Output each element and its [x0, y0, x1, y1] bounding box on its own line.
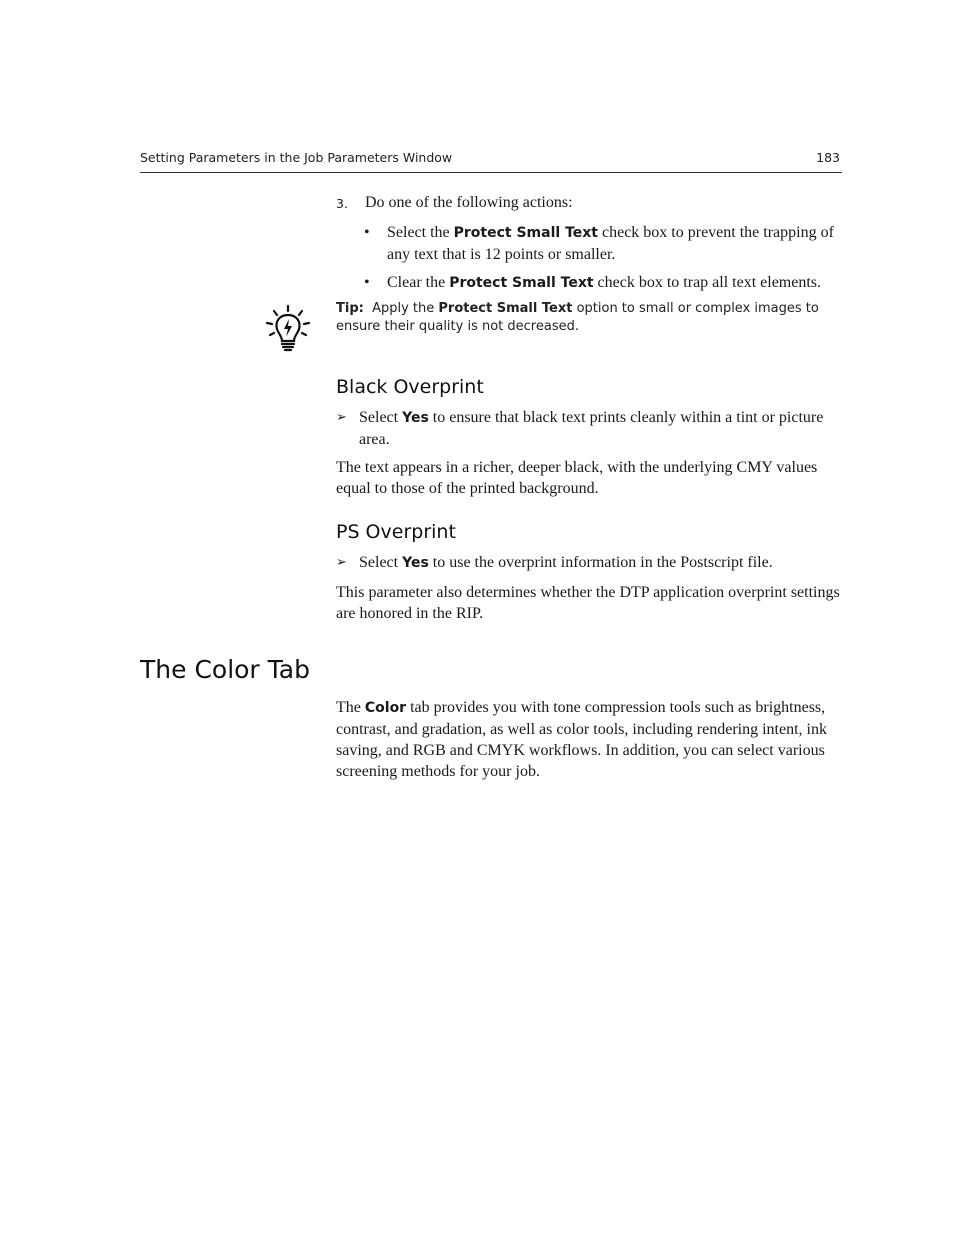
heading-the-color-tab: The Color Tab: [140, 655, 310, 684]
bullet-text: [387, 222, 842, 265]
arrow-bullet-icon: ➢: [336, 410, 347, 425]
heading-ps-overprint: PS Overprint: [336, 521, 456, 543]
color-tab-text-pre: The: [336, 699, 365, 716]
page-number: 183: [816, 150, 840, 165]
step-number: 3.: [336, 196, 348, 211]
ui-term-protect-small-text: Protect Small Text: [449, 275, 594, 291]
color-tab-text-post: tab provides you with tone compression tools such as brightness, contrast, and gradation, as well as color tools, including rendering intent, ink saving, and RGB and CMYK workflows. In addition, you can select various screening methods for your job.: [336, 699, 827, 780]
black-overprint-description: The text appears in a richer, deeper black, with the underlying CMY values equal to those of the printed background.: [336, 459, 818, 497]
step-text-post: to ensure that black text prints cleanly within a tint or picture area.: [359, 409, 824, 448]
bullet-text-post: check box to trap all text elements.: [593, 274, 822, 291]
ui-term-yes: Yes: [402, 410, 429, 426]
ui-term-protect-small-text: Protect Small Text: [453, 225, 598, 241]
ui-term-yes: Yes: [402, 555, 429, 571]
step-text-pre: Select: [359, 409, 403, 426]
step-text-post: to use the overprint information in the Postscript file.: [428, 554, 773, 571]
ps-overprint-description: This parameter also determines whether the DTP application overprint settings are honored in the RIP.: [336, 584, 840, 622]
ui-term-protect-small-text: Protect Small Text: [438, 301, 573, 316]
bullet-symbol: •: [364, 274, 370, 291]
tip-label: Tip:: [336, 301, 364, 316]
header-section-title: Setting Parameters in the Job Parameters Window: [140, 150, 453, 165]
step-text: [359, 407, 842, 450]
step-text: [359, 552, 842, 574]
tip-text-pre: Apply the: [363, 301, 439, 316]
bullet-text-post: check box to prevent the trapping of any text that is 12 points or smaller.: [387, 224, 834, 263]
step-text-pre: Select: [359, 554, 403, 571]
step-text: Do one of the following actions:: [365, 194, 573, 211]
bullet-text: [387, 272, 842, 294]
bullet-text-pre: Clear the: [387, 274, 450, 291]
ui-term-color: Color: [364, 700, 407, 716]
lightbulb-icon: [264, 304, 312, 356]
bullet-symbol: •: [364, 224, 370, 241]
color-tab-description: [336, 697, 842, 782]
arrow-bullet-icon: ➢: [336, 555, 347, 570]
tip-note: [336, 300, 842, 336]
heading-black-overprint: Black Overprint: [336, 376, 484, 398]
bullet-text-pre: Select the: [387, 224, 454, 241]
running-header: [140, 150, 842, 173]
tip-text-post: option to small or complex images to ensure their quality is not decreased.: [336, 301, 819, 334]
